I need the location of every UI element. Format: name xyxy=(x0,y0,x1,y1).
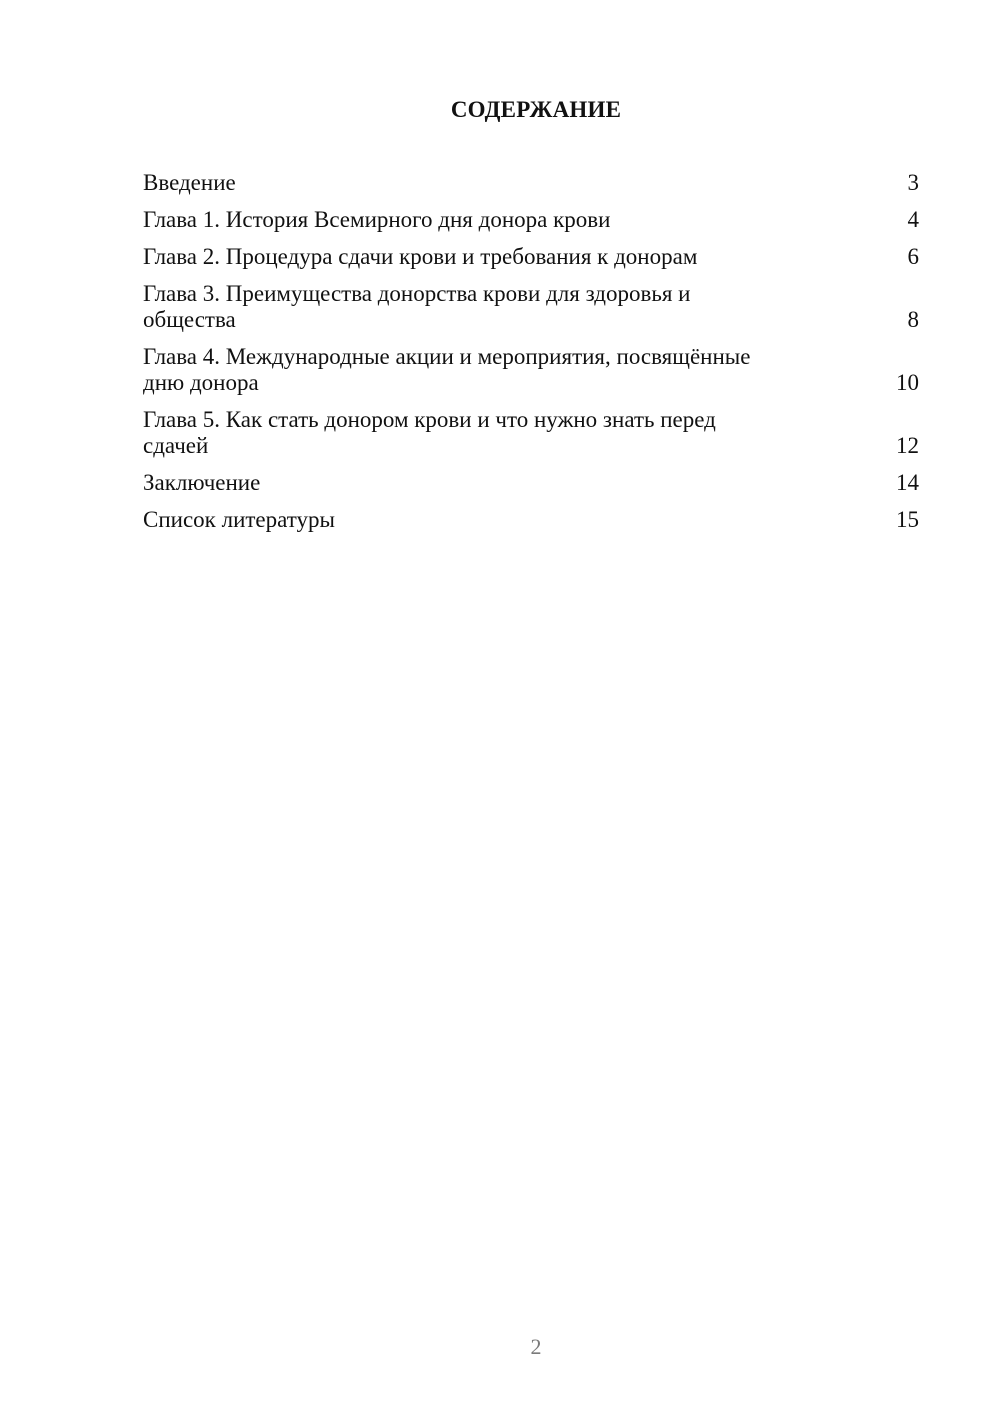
toc-entry-page-number: 6 xyxy=(907,244,919,269)
toc-entry-text: Заключение xyxy=(143,470,261,495)
toc-entry-page-number: 10 xyxy=(896,370,919,395)
toc-entry-chapter-3 xyxy=(143,281,919,333)
toc-entry-chapter-4 xyxy=(143,344,919,396)
toc-entry-chapter-2 xyxy=(143,244,919,270)
toc-entry-text: Глава 4. Международные акции и мероприятия, посвящённые дню донора xyxy=(143,344,751,395)
toc-entry-text: Глава 5. Как стать донором крови и что нужно знать перед сдачей xyxy=(143,407,716,458)
toc-entry-chapter-1 xyxy=(143,207,919,233)
page-title: СОДЕРЖАНИЕ xyxy=(450,97,622,122)
table-of-contents xyxy=(143,170,919,544)
toc-entry-text: Введение xyxy=(143,170,236,195)
toc-entry-page-number: 14 xyxy=(896,470,919,495)
toc-entry-text: Глава 3. Преимущества донорства крови для здоровья и общества xyxy=(143,281,691,332)
toc-entry-conclusion xyxy=(143,470,919,496)
toc-entry-page-number: 8 xyxy=(907,307,919,332)
toc-entry-references xyxy=(143,507,919,533)
toc-entry-text: Глава 1. История Всемирного дня донора крови xyxy=(143,207,611,232)
toc-entry-page-number: 4 xyxy=(907,207,919,232)
toc-entry-chapter-5 xyxy=(143,407,919,459)
toc-entry-text: Глава 2. Процедура сдачи крови и требования к донорам xyxy=(143,244,698,269)
toc-entry-page-number: 15 xyxy=(896,507,919,532)
toc-entry-text: Список литературы xyxy=(143,507,335,532)
toc-entry-page-number: 12 xyxy=(896,433,919,458)
toc-entry-introduction xyxy=(143,170,919,196)
toc-entry-page-number: 3 xyxy=(907,170,919,195)
page-number: 2 xyxy=(530,1334,542,1359)
